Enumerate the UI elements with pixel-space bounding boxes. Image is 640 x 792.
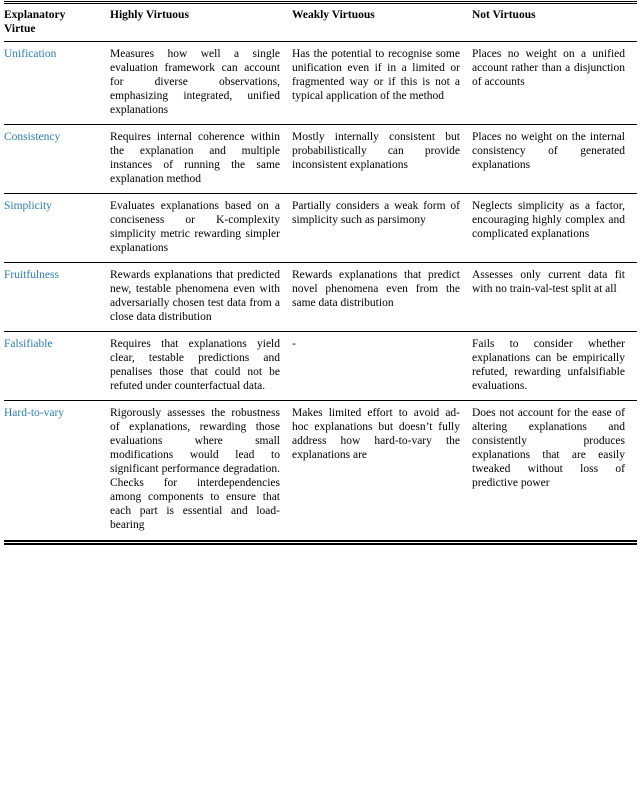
highly-virtuous-cell: Rewards explanations that predicted new, testable phenomena even with adversarially chosen test data from a close data distribution [110,269,280,324]
not-virtuous-cell: Fails to consider whether explanations can be empirically refuted, rewarding unfalsifiable evaluations. [472,338,625,393]
virtue-link-hard-to-vary[interactable]: Hard-to-vary [4,407,65,420]
highly-virtuous-cell: Measures how well a single evaluation framework can account for diverse observations, emphasizing integrated, unified explanations [110,48,280,117]
header-explanatory-virtue: Explanatory Virtue [4,9,66,36]
not-virtuous-cell: Assesses only current data fit with no train-val-test split at all [472,269,625,296]
virtue-cell-consistency [4,125,110,194]
table-row [4,194,637,263]
virtue-cell-falsifiable [4,332,110,401]
not-virtuous-cell: Places no weight on a unified account rather than a disjunction of accounts [472,48,625,89]
weakly-virtuous-cell: - [292,338,296,351]
weakly-virtuous-cell: Has the potential to recognise some unification even if in a limited or fragmented way or if this is not a typical application of the method [292,48,460,103]
not-virtuous-cell: Does not account for the ease of altering explanations and consistently produces explanations that are easily tweaked without loss of predictive power [472,407,625,490]
table-row [4,332,637,401]
highly-virtuous-cell: Rigorously assesses the robustness of explanations, rewarding those evaluations where small modifications would lead to significant performance degradation. Checks for interdependencies among components to ensure that each part is essential and load-bearing [110,407,280,532]
virtue-cell-fruitfulness [4,263,110,332]
header-not-virtuous: Not Virtuous [472,9,536,21]
highly-virtuous-cell: Requires that explanations yield clear, testable predictions and penalises those that could not be refuted under counterfactual data. [110,338,280,393]
virtue-link-consistency[interactable]: Consistency [4,131,61,144]
not-virtuous-cell: Places no weight on the internal consistency of generated explanations [472,131,625,172]
virtue-cell-simplicity [4,194,110,263]
highly-virtuous-cell: Evaluates explanations based on a conciseness or K-complexity simplicity metric rewarding simpler explanations [110,200,280,255]
virtue-link-unification[interactable]: Unification [4,48,57,61]
highly-virtuous-cell: Requires internal coherence within the explanation and multiple instances of running the same explanation method [110,131,280,186]
weakly-virtuous-cell: Makes limited effort to avoid ad-hoc explanations but doesn’t fully address how hard-to-vary the explanations are [292,407,460,462]
header-weakly-virtuous: Weakly Virtuous [292,9,375,21]
table-row [4,263,637,332]
header-row [4,3,637,42]
virtue-cell-hard-to-vary [4,401,110,542]
table-row [4,401,637,542]
weakly-virtuous-cell: Partially considers a weak form of simplicity such as parsimony [292,200,460,227]
virtues-table [4,1,637,545]
virtue-link-simplicity[interactable]: Simplicity [4,200,52,213]
weakly-virtuous-cell: Rewards explanations that predict novel phenomena even from the same data distribution [292,269,460,310]
not-virtuous-cell: Neglects simplicity as a factor, encouraging highly complex and complicated explanations [472,200,625,241]
table-row [4,42,637,125]
virtue-cell-unification [4,42,110,125]
table-row [4,125,637,194]
virtue-link-fruitfulness[interactable]: Fruitfulness [4,269,59,282]
weakly-virtuous-cell: Mostly internally consistent but probabilistically can provide inconsistent explanations [292,131,460,172]
virtue-link-falsifiable[interactable]: Falsifiable [4,338,53,351]
header-highly-virtuous: Highly Virtuous [110,9,189,21]
